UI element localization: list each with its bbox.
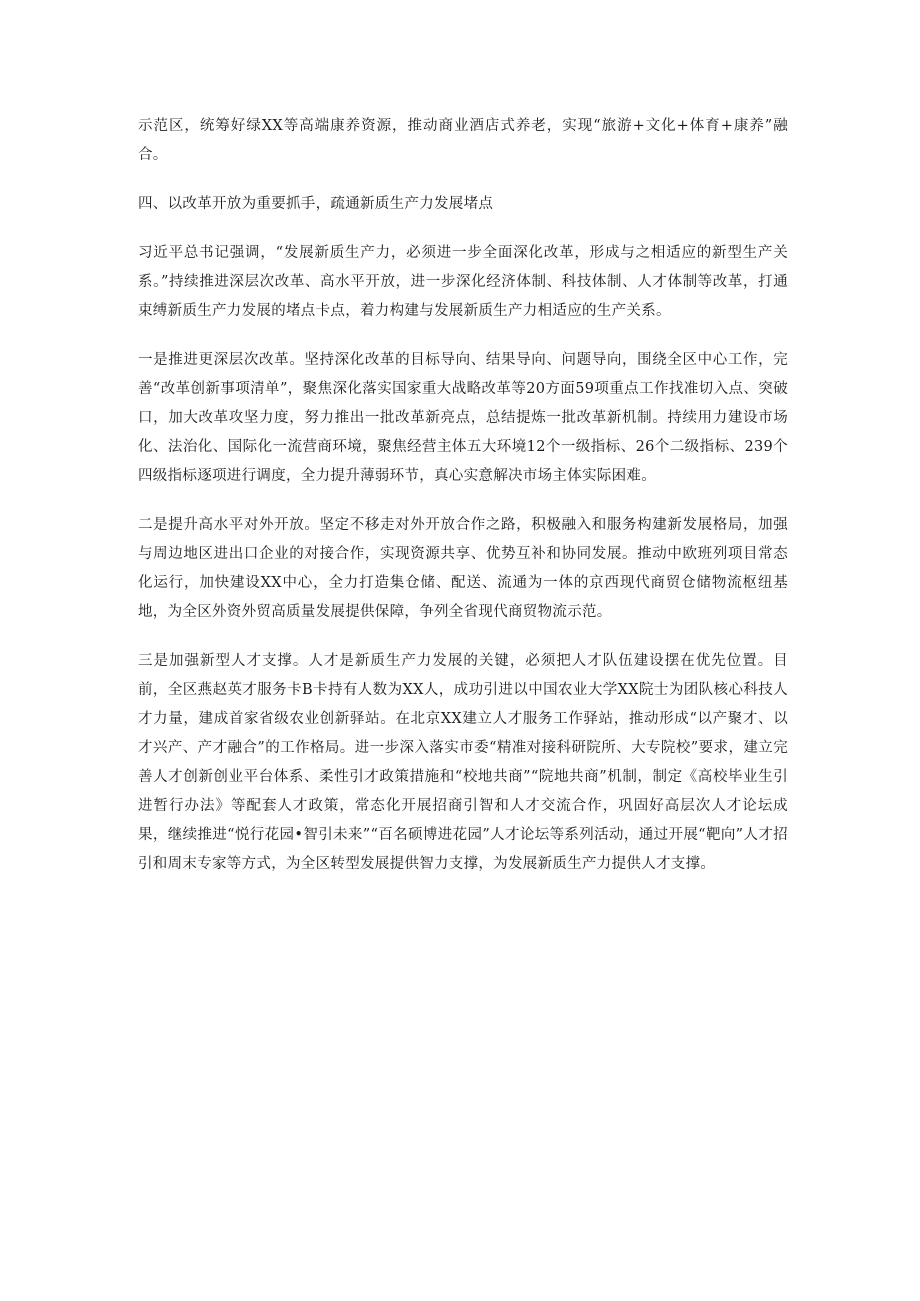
paragraph-continuation: 示范区，统筹好绿XX等高端康养资源，推动商业酒店式养老，实现“旅游+文化+体育+康养”融合。 [138,118,788,163]
paragraph-talent: 三是加强新型人才支撑。人才是新质生产力发展的关键，必须把人才队伍建设摆在优先位置。目前，全区燕赵英才服务卡B卡持有人数为XX人，成功引进以中国农业大学XX院士为团队核心科技人才力量，建成首家省级农业创新驿站。在北京XX建立人才服务工作驿站，推动形成“以产聚才、以才兴产、产才融合”的工作格局。进一步深入落实市委“精准对接科研院所、大专院校”要求，建立完善人才创新创业平台体系、柔性引才政策措施和“校地共商”“院地共商”机制，制定《高校毕业生引进暂行办法》等配套人才政策，常态化开展招商引智和人才交流合作，巩固好高层次人才论坛成果，继续推进“悦行花园•智引未来”“百名硕博进花园”人才论坛等系列活动，通过开展“靶向”人才招引和周末专家等方式，为全区转型发展提供智力支撑，为发展新质生产力提供人才支撑。 [138,653,788,872]
section-heading: 四、以改革开放为重要抓手，疏通新质生产力发展堵点 [138,196,494,212]
paragraph-reform: 一是推进更深层次改革。坚持深化改革的目标导向、结果导向、问题导向，围绕全区中心工作，完善“改革创新事项清单”，聚焦深化落实国家重大战略改革等20方面59项重点工作找准切入点、突破口，加大改革攻坚力度，努力推出一批改革新亮点，总结提炼一批改革新机制。持续用力建设市场化、法治化、国际化一流营商环境，聚焦经营主体五大环境12个一级指标、26个二级指标、239个四级指标逐项进行调度，全力提升薄弱环节，真心实意解决市场主体实际困难。 [138,352,788,484]
paragraph-opening: 二是提升高水平对外开放。坚定不移走对外开放合作之路，积极融入和服务构建新发展格局，加强与周边地区进出口企业的对接合作，实现资源共享、优势互补和协同发展。推动中欧班列项目常态化运行，加快建设XX中心，全力打造集仓储、配送、流通为一体的京西现代商贸仓储物流枢纽基地，为全区外资外贸高质量发展提供保障，争列全省现代商贸物流示范。 [138,517,788,620]
paragraph-intro: 习近平总书记强调，“发展新质生产力，必须进一步全面深化改革，形成与之相适应的新型生产关系。”持续推进深层次改革、高水平开放，进一步深化经济体制、科技体制、人才体制等改革，打通束缚新质生产力发展的堵点卡点，着力构建与发展新质生产力相适应的生产关系。 [138,245,788,319]
document-body [138,112,788,899]
